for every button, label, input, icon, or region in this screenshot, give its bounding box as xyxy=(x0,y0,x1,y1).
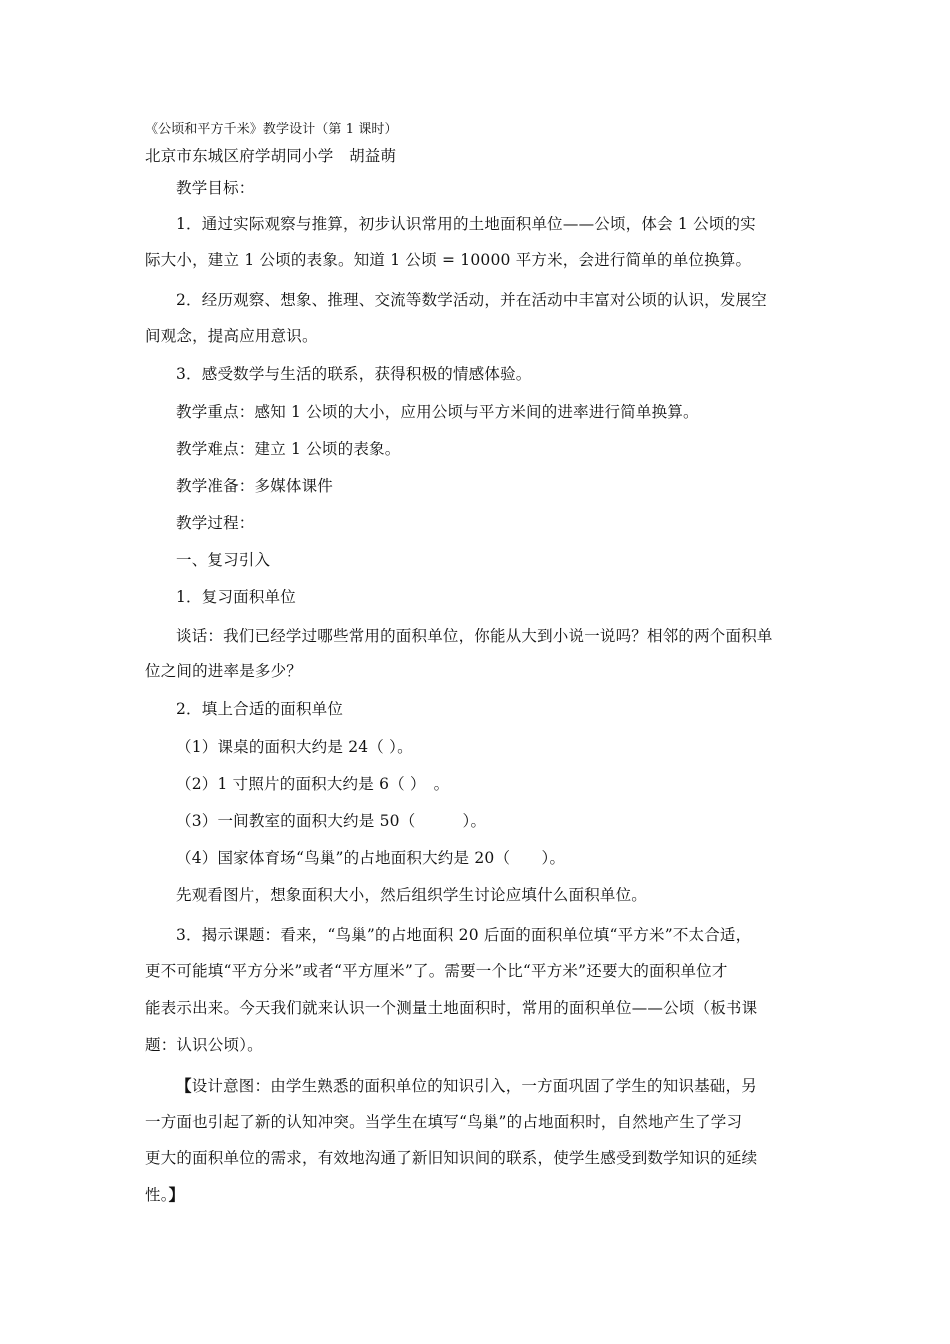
design-intent-line-2: 一方面也引起了新的认知冲突。当学生在填写“鸟巢”的占地面积时，自然地产生了学习 xyxy=(145,1113,743,1131)
goal-1-line-2: 际大小，建立 1 公顷的表象。知道 1 公顷 = 10000 平方米，会进行简单的单位换算。 xyxy=(145,251,752,269)
item-3-line-3: 能表示出来。今天我们就来认识一个测量土地面积时，常用的面积单位——公顷（板书课 xyxy=(145,999,758,1017)
item-3-line-4: 题：认识公顷）。 xyxy=(145,1036,263,1054)
question-3: （3）一间教室的面积大约是 50（ ）。 xyxy=(176,812,487,830)
process-heading: 教学过程： xyxy=(176,514,255,532)
document-title: 《公顷和平方千米》教学设计（第 1 课时） xyxy=(145,122,398,137)
school-author: 北京市东城区府学胡同小学 胡益萌 xyxy=(145,147,397,165)
goal-3: 3．感受数学与生活的联系，获得积极的情感体验。 xyxy=(176,365,532,383)
goals-heading: 教学目标： xyxy=(176,179,255,197)
design-intent-text-1: 设计意图：由学生熟悉的面积单位的知识引入，一方面巩固了学生的知识基础，另 xyxy=(191,1077,757,1095)
item-3-line-1: 3．揭示课题：看来，“鸟巢”的占地面积 20 后面的面积单位填“平方米”不太合适， xyxy=(176,926,752,944)
goal-1-line-1: 1．通过实际观察与推算，初步认识常用的土地面积单位——公顷，体会 1 公顷的实 xyxy=(176,215,756,233)
design-intent-line-3: 更大的面积单位的需求，有效地沟通了新旧知识间的联系，使学生感受到数学知识的延续 xyxy=(145,1149,758,1167)
key-point: 教学重点：感知 1 公顷的大小，应用公顷与平方米间的进率进行简单换算。 xyxy=(176,403,699,421)
item-2-heading: 2．填上合适的面积单位 xyxy=(176,700,344,718)
preparation: 教学准备：多媒体课件 xyxy=(176,477,334,495)
talk-line-2: 位之间的进率是多少？ xyxy=(145,662,303,680)
question-1: （1）课桌的面积大约是 24（ ）。 xyxy=(176,738,413,756)
design-intent-close-bracket: 】 xyxy=(168,1185,185,1204)
design-intent-line-4 xyxy=(145,1185,184,1205)
talk-line-1: 谈话：我们已经学过哪些常用的面积单位，你能从大到小说一说吗？相邻的两个面积单 xyxy=(176,627,773,645)
observe-instruction: 先观看图片，想象面积大小，然后组织学生讨论应填什么面积单位。 xyxy=(176,886,648,904)
item-1-heading: 1．复习面积单位 xyxy=(176,588,296,606)
question-2: （2）1 寸照片的面积大约是 6（ ） 。 xyxy=(176,775,450,793)
design-intent-line-1 xyxy=(176,1076,757,1096)
goal-2-line-1: 2．经历观察、想象、推理、交流等数学活动，并在活动中丰富对公顷的认识，发展空 xyxy=(176,291,767,309)
goal-2-line-2: 间观念，提高应用意识。 xyxy=(145,327,318,345)
design-intent-open-bracket: 【 xyxy=(176,1076,192,1095)
difficulty: 教学难点：建立 1 公顷的表象。 xyxy=(176,440,401,458)
design-intent-text-4: 性。 xyxy=(145,1186,169,1204)
question-4: （4）国家体育场“鸟巢”的占地面积大约是 20（ ）。 xyxy=(176,849,566,867)
section-1-heading: 一、复习引入 xyxy=(176,551,271,569)
item-3-line-2: 更不可能填“平方分米”或者“平方厘米”了。需要一个比“平方米”还要大的面积单位才 xyxy=(145,962,728,980)
